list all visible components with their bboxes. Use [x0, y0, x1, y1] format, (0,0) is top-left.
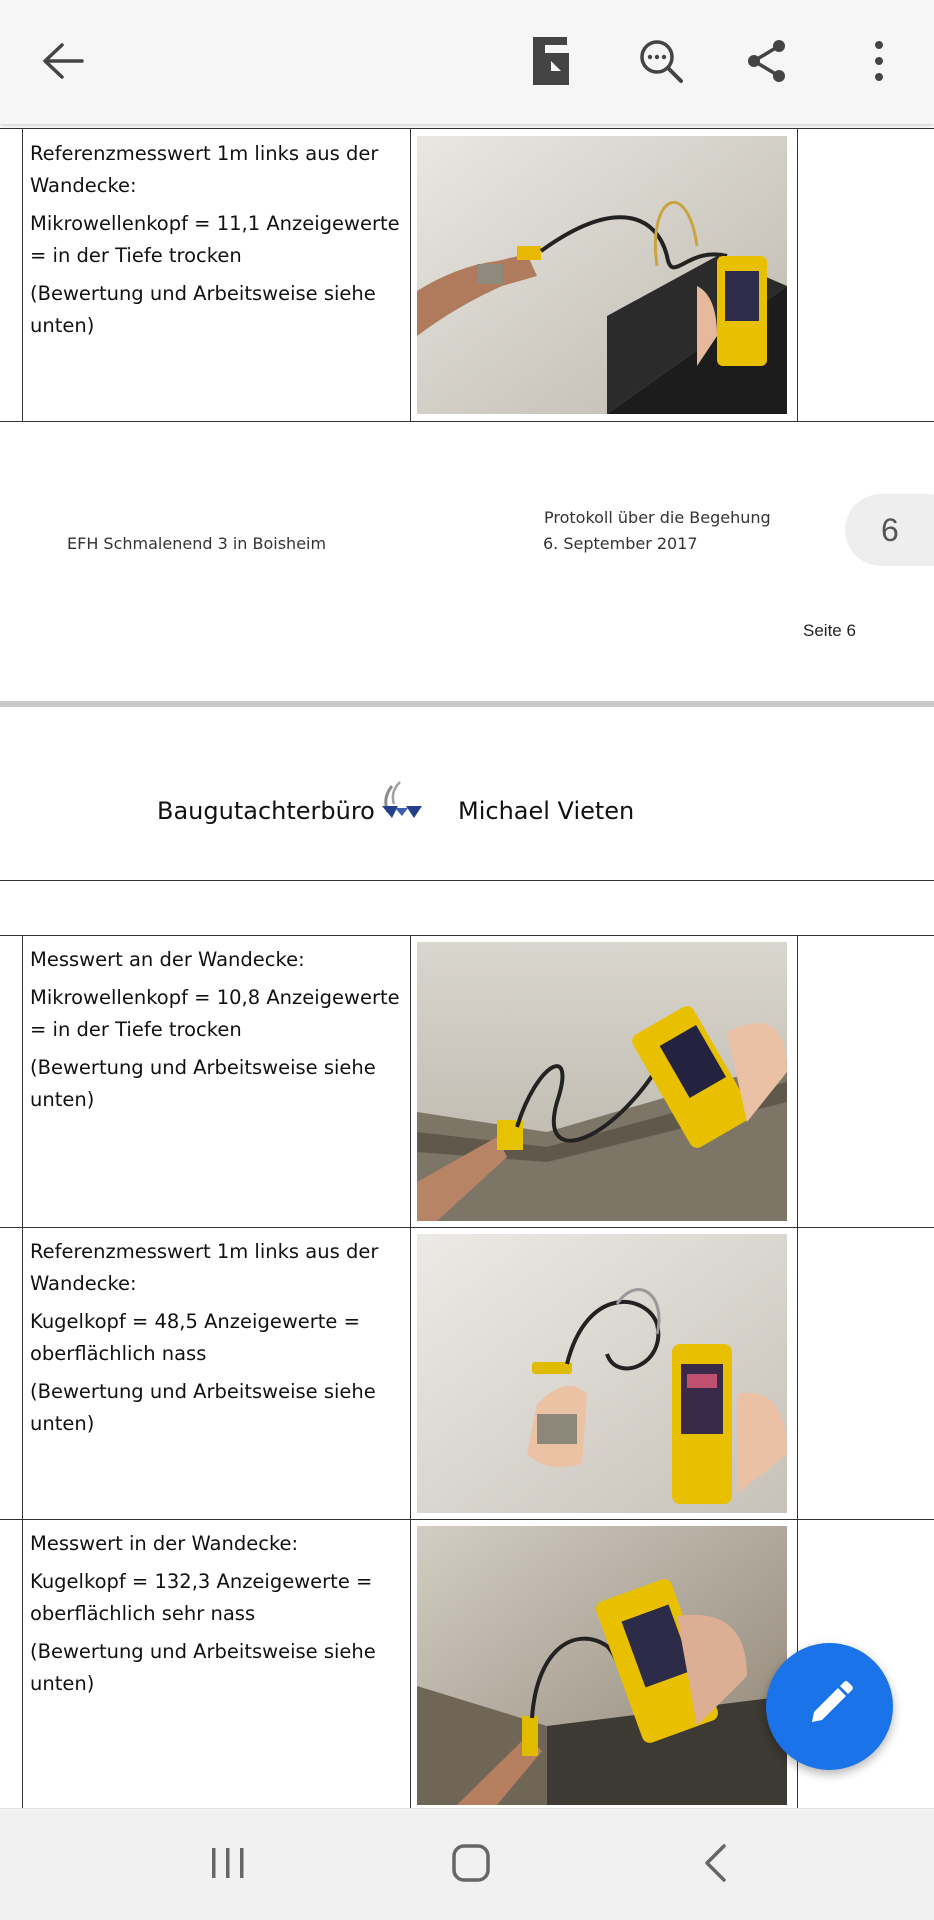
table-cell-text	[30, 944, 410, 1122]
footer-protocol-title: Protokoll über die Begehung	[544, 508, 771, 527]
arrow-left-icon	[40, 41, 86, 86]
reading-mode-icon	[531, 35, 571, 92]
pencil-icon	[804, 1678, 856, 1735]
photo-measurement-2	[417, 942, 787, 1221]
home-button[interactable]	[426, 1829, 516, 1901]
page-number-indicator: 6	[845, 494, 934, 566]
cell-line: (Bewertung und Arbeitsweise siehe unten)	[30, 1056, 376, 1111]
search-button[interactable]	[625, 27, 697, 99]
cell-line: Kugelkopf = 132,3 Anzeigewerte = oberflächlich sehr nass	[30, 1570, 373, 1625]
nav-back-icon	[702, 1843, 728, 1888]
table-cell-text	[30, 1528, 410, 1706]
cell-line: Mikrowellenkopf = 10,8 Anzeigewerte = in der Tiefe trocken	[30, 986, 400, 1041]
footer-page-label: Seite 6	[803, 621, 856, 640]
footer-address: EFH Schmalenend 3 in Boisheim	[67, 534, 327, 553]
photo-measurement-3	[417, 1234, 787, 1513]
system-navigation-bar	[0, 1808, 934, 1920]
table-border	[22, 935, 23, 1808]
page-separator	[0, 701, 934, 707]
cell-line: (Bewertung und Arbeitsweise siehe unten)	[30, 1640, 376, 1695]
cell-line: Kugelkopf = 48,5 Anzeigewerte = oberflächlich nass	[30, 1310, 360, 1365]
table-cell-text	[30, 1236, 410, 1446]
home-icon	[451, 1843, 491, 1888]
cell-line: Messwert in der Wandecke:	[30, 1532, 299, 1555]
table-border	[410, 935, 411, 1808]
cell-line: Referenzmesswert 1m links aus der Wandecke:	[30, 1240, 379, 1295]
search-icon	[637, 37, 685, 90]
photo-measurement-4	[417, 1526, 787, 1805]
header-rule	[0, 880, 934, 881]
cell-line: Mikrowellenkopf = 11,1 Anzeigewerte = in der Tiefe trocken	[30, 212, 400, 267]
table-border	[0, 128, 934, 129]
recents-icon	[208, 1845, 248, 1886]
cell-line: (Bewertung und Arbeitsweise siehe unten)	[30, 1380, 376, 1435]
cell-line: Referenzmesswert 1m links aus der Wandecke:	[30, 142, 379, 197]
more-options-button[interactable]	[843, 27, 915, 99]
table-border	[22, 128, 23, 421]
table-border	[0, 935, 934, 936]
recents-button[interactable]	[183, 1829, 273, 1901]
table-border	[0, 1227, 934, 1228]
reading-mode-button[interactable]	[515, 27, 587, 99]
footer-date: 6. September 2017	[543, 534, 698, 553]
share-icon	[745, 38, 789, 89]
edit-fab-button[interactable]	[766, 1643, 893, 1770]
top-app-bar	[0, 0, 934, 124]
header-name: Michael Vieten	[458, 797, 635, 825]
nav-back-button[interactable]	[670, 1829, 760, 1901]
photo-measurement-1	[417, 136, 787, 414]
back-button[interactable]	[27, 27, 99, 99]
table-border	[410, 128, 411, 421]
table-border	[0, 1519, 934, 1520]
cell-line: (Bewertung und Arbeitsweise siehe unten)	[30, 282, 376, 337]
company-logo-icon	[378, 778, 428, 824]
more-vertical-icon	[873, 40, 885, 87]
table-border	[797, 128, 798, 421]
share-button[interactable]	[731, 27, 803, 99]
cell-line: Messwert an der Wandecke:	[30, 948, 305, 971]
header-company: Baugutachterbüro	[157, 797, 375, 825]
table-cell-text	[30, 138, 410, 348]
table-border	[0, 421, 934, 422]
